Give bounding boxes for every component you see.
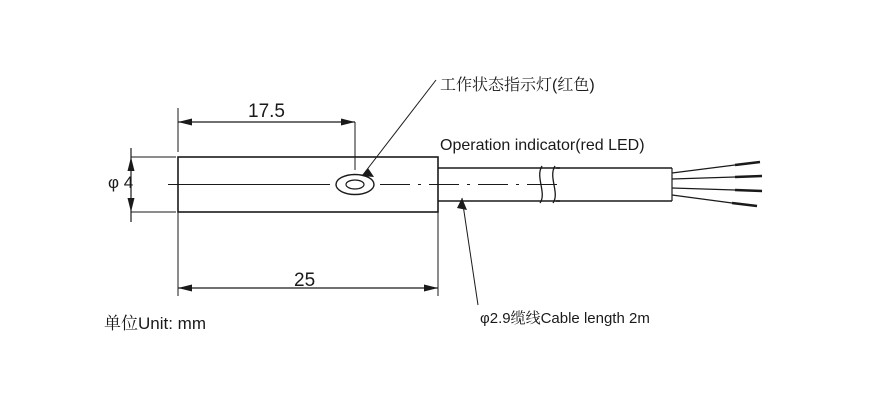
arrow-25-left xyxy=(178,285,192,292)
dimension-label-diameter: φ 4 xyxy=(108,173,134,192)
wire-1-tip xyxy=(735,162,760,165)
unit-label: 单位Unit: mm xyxy=(104,314,206,333)
wire-2 xyxy=(672,177,735,179)
cable-callout-label: φ2.9缆线Cable length 2m xyxy=(480,310,650,327)
wire-1 xyxy=(672,165,735,173)
wire-4-tip xyxy=(732,203,757,206)
indicator-callout-label xyxy=(440,36,645,196)
led-indicator-inner xyxy=(346,180,364,189)
leader-line-cable xyxy=(462,198,478,305)
leader-arrow-cable xyxy=(457,198,467,210)
wire-2-tip xyxy=(735,176,762,177)
wire-3-tip xyxy=(735,190,762,191)
arrow-phi4-top xyxy=(128,157,135,171)
wire-3 xyxy=(672,188,735,190)
indicator-callout-label-cn: 工作状态指示灯(红色) xyxy=(440,77,595,94)
arrow-25-right xyxy=(424,285,438,292)
wire-4 xyxy=(672,195,732,203)
dimension-label-25: 25 xyxy=(294,270,316,291)
indicator-callout-label-en: Operation indicator(red LED) xyxy=(440,137,645,154)
arrow-phi4-bottom xyxy=(128,198,135,212)
arrow-17-5-left xyxy=(178,119,192,126)
dimension-label-17-5: 17.5 xyxy=(248,101,285,122)
arrow-17-5-right xyxy=(341,119,355,126)
